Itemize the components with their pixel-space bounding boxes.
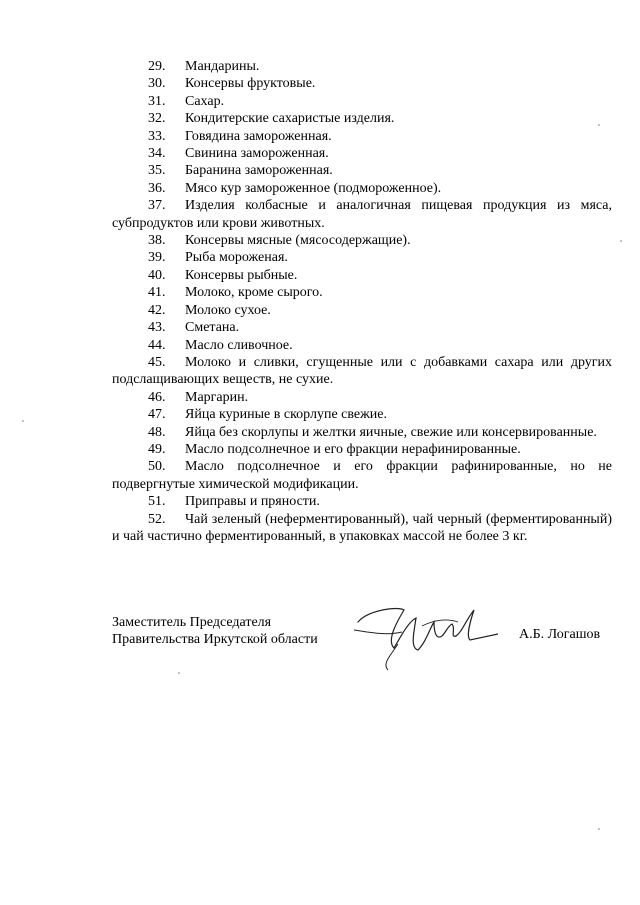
item-number: 50. — [148, 459, 166, 475]
item-text: Масло подсолнечное и его фракции нерафинированные. — [185, 441, 521, 457]
list-item — [112, 337, 612, 354]
scan-speck — [598, 828, 600, 830]
signatory-title — [112, 614, 318, 648]
list-item — [112, 267, 612, 284]
item-text: Молоко, кроме сырого. — [185, 285, 323, 301]
item-number: 43. — [148, 320, 166, 336]
list-item — [112, 110, 612, 127]
item-text: Приправы и пряности. — [185, 494, 320, 510]
list-item — [112, 284, 612, 301]
item-text: Баранина замороженная. — [185, 163, 333, 179]
list-item — [112, 58, 612, 75]
list-item — [112, 441, 612, 458]
item-text: Консервы фруктовые. — [185, 76, 316, 92]
item-number: 32. — [148, 111, 166, 127]
item-text: Чай зеленый (неферментированный), чай черный (ферментированный) и чай частично ферментированный, в упаковках массой не более 3 кг. — [112, 511, 612, 544]
item-text: Маргарин. — [185, 389, 249, 405]
list-item — [112, 93, 612, 110]
list-item — [112, 302, 612, 319]
item-text: Кондитерские сахаристые изделия. — [185, 111, 395, 127]
item-text: Яйца без скорлупы и желтки яичные, свежие или консервированные. — [185, 424, 597, 440]
list-item — [112, 319, 612, 336]
item-number: 51. — [148, 494, 166, 510]
list-item — [112, 75, 612, 92]
list-item — [112, 197, 612, 232]
item-number: 46. — [148, 389, 166, 405]
list-item — [112, 162, 612, 179]
item-number: 35. — [148, 163, 166, 179]
item-number: 38. — [148, 233, 166, 249]
item-text: Консервы рыбные. — [185, 267, 298, 283]
list-item — [112, 145, 612, 162]
item-number: 42. — [148, 302, 166, 318]
list-item — [112, 389, 612, 406]
item-number: 41. — [148, 285, 166, 301]
item-text: Говядина замороженная. — [185, 128, 332, 144]
item-text: Масло сливочное. — [185, 337, 293, 353]
list-item — [112, 128, 612, 145]
item-text: Яйца куриные в скорлупе свежие. — [185, 407, 388, 423]
item-number: 31. — [148, 93, 166, 109]
item-number: 39. — [148, 250, 166, 266]
list-item — [112, 493, 612, 510]
item-number: 34. — [148, 146, 166, 162]
item-number: 45. — [148, 354, 166, 370]
item-number: 36. — [148, 180, 166, 196]
list-item — [112, 249, 612, 266]
item-number: 48. — [148, 424, 166, 440]
item-text: Изделия колбасные и аналогичная пищевая продукция из мяса, субпродуктов или крови животных. — [112, 198, 612, 231]
item-text: Масло подсолнечное и его фракции рафинированные, но не подвергнутые химической модификации. — [112, 459, 612, 492]
item-number: 33. — [148, 128, 166, 144]
list-item — [112, 511, 612, 546]
signatory-title-line-1: Заместитель Председателя — [112, 615, 272, 630]
list-item — [112, 180, 612, 197]
item-number: 29. — [148, 59, 166, 74]
item-text: Молоко и сливки, сгущенные или с добавками сахара или других подслащивающих веществ, не сухие. — [112, 354, 612, 388]
item-number: 40. — [148, 267, 166, 283]
signatory-title-line-2: Правительства Иркутской области — [112, 632, 318, 647]
item-number: 37. — [148, 198, 166, 214]
list-item — [112, 354, 612, 389]
item-text: Мандарины. — [185, 59, 260, 74]
list-item — [112, 232, 612, 249]
item-text: Свинина замороженная. — [185, 146, 329, 162]
list-item — [112, 424, 612, 441]
item-number: 44. — [148, 337, 166, 353]
scan-speck — [620, 240, 622, 242]
item-number: 30. — [148, 76, 166, 92]
scan-speck — [598, 124, 600, 126]
scan-speck — [178, 672, 180, 674]
item-text: Мясо кур замороженное (подмороженное). — [185, 180, 442, 196]
handwritten-signature — [338, 592, 498, 672]
item-text: Консервы мясные (мясосодержащие). — [185, 233, 411, 249]
item-text: Сахар. — [185, 93, 225, 109]
item-number: 49. — [148, 441, 166, 457]
list-item — [112, 406, 612, 423]
item-number: 52. — [148, 511, 166, 527]
item-text: Сметана. — [185, 320, 240, 336]
item-text: Молоко сухое. — [185, 302, 271, 318]
item-text: Рыба мороженая. — [185, 250, 288, 266]
scan-speck — [22, 420, 24, 422]
product-list — [112, 58, 612, 545]
item-number: 47. — [148, 407, 166, 423]
signatory-name: А.Б. Логашов — [519, 627, 601, 642]
list-item — [112, 458, 612, 493]
